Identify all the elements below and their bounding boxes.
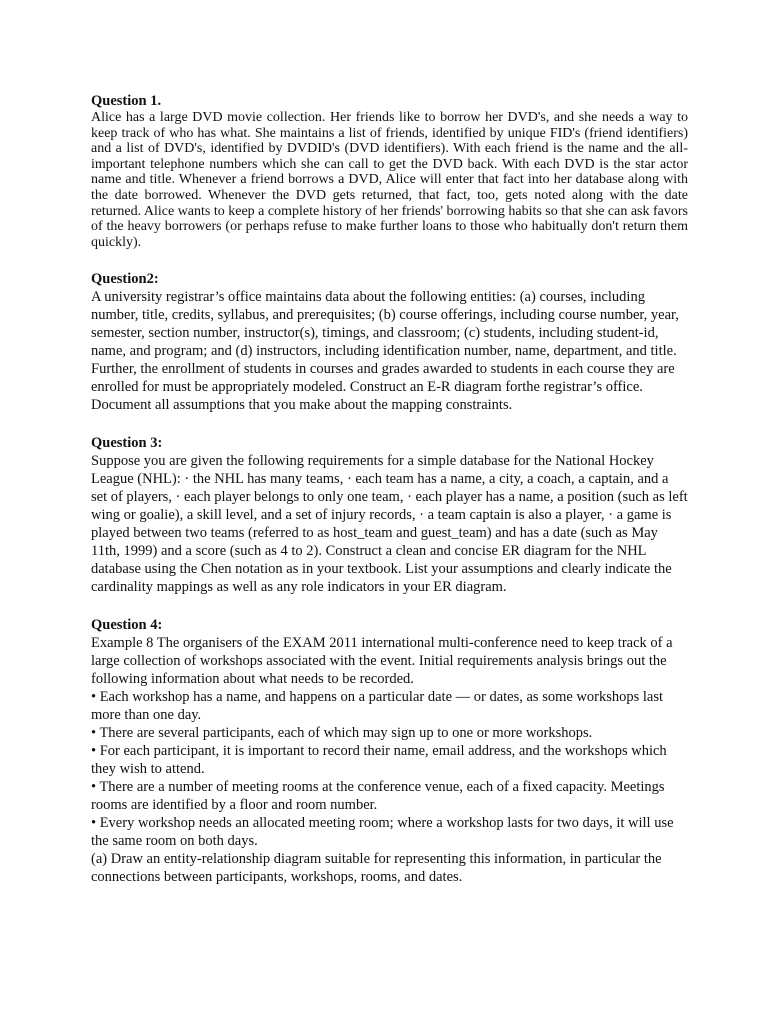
question-4-task-a: (a) Draw an entity-relationship diagram suitable for representing this information, in particular the connections between participants, workshops, rooms, and dates. [91,851,662,886]
question-4-bullet-allocation: • Every workshop needs an allocated meeting room; where a workshop lasts for two days, it will use the same room on both days. [91,815,674,850]
question-3-title: Question 3: [91,435,163,452]
question-4-bullet-workshop: • Each workshop has a name, and happens on a particular date — or dates, as some workshops last more than one day. [91,689,664,724]
question-1-title: Question 1. [91,93,162,109]
question-1-body: Alice has a large DVD movie collection. Her friends like to borrow her DVD's, and she needs a way to keep track of who has what. She maintains a list of friends, identified by unique FID's (friend identifiers) and a list of DVD's, identified by DVDID's (DVD identifiers). With each friend is the name and the all-important telephone numbers which she can call to get the DVD back. With each DVD is the star actor name and title. Whenever a friend borrows a DVD, Alice will enter that fact into her database along with the date borrowed. Whenever the DVD gets returned, that fact, too, gets noted along with the date returned. Alice wants to keep a complete history of her friends' borrowing habits so that she can ask favors of the heavy borrowers (or perhaps refuse to make further loans to those who habitually don't return them quickly). [91,110,688,250]
question-3 [91,434,688,596]
question-2-title: Question2: [91,271,159,288]
question-4-intro: Example 8 The organisers of the EXAM 2011 international multi-conference need to keep track of a large collection of workshops associated with the event. Initial requirements analysis brings out the following information about what needs to be recorded. [91,635,673,688]
question-4-bullet-participants: • There are several participants, each of which may sign up to one or more workshops. [91,725,593,742]
question-2 [91,270,688,414]
question-4 [91,616,688,886]
question-4-title: Question 4: [91,617,163,634]
question-4-bullet-rooms: • There are a number of meeting rooms at the conference venue, each of a fixed capacity. Meetings rooms are identified by a floor and room number. [91,779,665,814]
question-2-body: A university registrar’s office maintains data about the following entities: (a) courses, including number, title, credits, syllabus, and prerequisites; (b) course offerings, including course number, year, semester, section number, instructor(s), timings, and classroom; (c) students, including student-id, name, and program; and (d) instructors, including identification number, name, department, and title. Further, the enrollment of students in courses and grades awarded to students in each course they are enrolled for must be appropriately modeled. Construct an E-R diagram forthe registrar’s office. Document all assumptions that you make about the mapping constraints. [91,289,679,414]
question-3-body: Suppose you are given the following requirements for a simple database for the National Hockey League (NHL): · the NHL has many teams, · each team has a name, a city, a coach, a captain, and a set of players, · each player belongs to only one team, · each player has a name, a position (such as left wing or goalie), a skill level, and a set of injury records, · a team captain is also a player, · a game is played between two teams (referred to as host_team and guest_team) and has a date (such as May 11th, 1999) and a score (such as 4 to 2). Construct a clean and concise ER diagram for the NHL database using the Chen notation as in your textbook. List your assumptions and clearly indicate the cardinality mappings as well as any role indicators in your ER diagram. [91,453,688,596]
question-4-bullet-participant-details: • For each participant, it is important to record their name, email address, and the workshops which they wish to attend. [91,743,667,778]
question-1 [91,93,688,250]
